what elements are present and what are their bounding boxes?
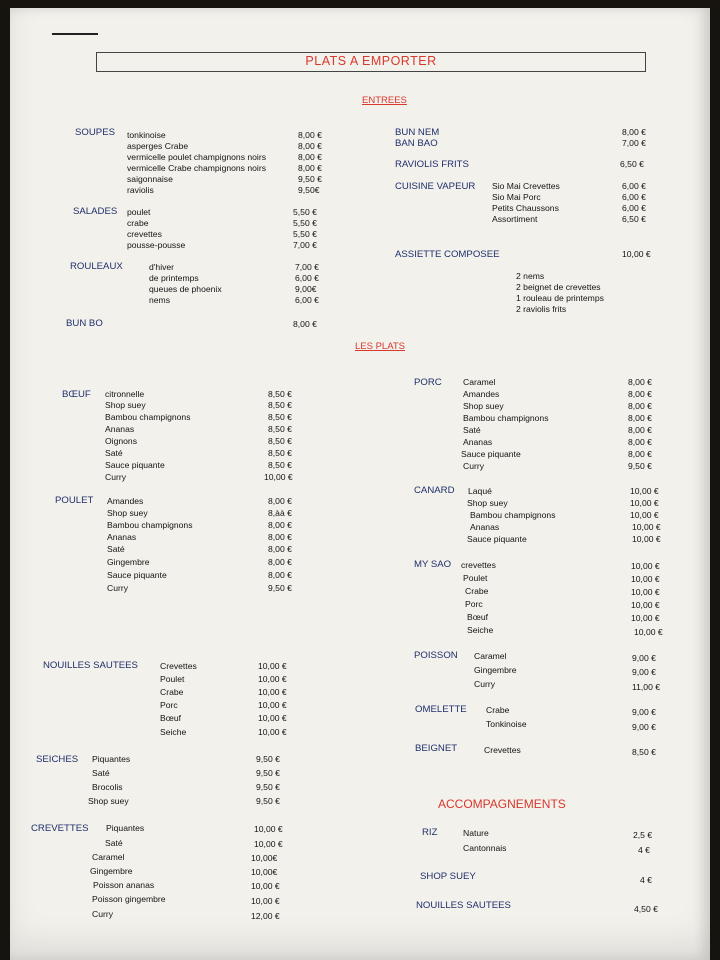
item-price: 7,00 € [293, 240, 317, 250]
item-name: raviolis [127, 185, 154, 195]
item-name: Ananas [463, 437, 493, 447]
item-price: 10,00 € [630, 486, 659, 496]
assiette-item: 2 raviolis frits [516, 304, 567, 314]
category-assiette-composee: ASSIETTE COMPOSEE [395, 249, 500, 260]
item-price: 9,50€ [298, 185, 320, 195]
item-name: Curry [107, 583, 129, 593]
item-price: 8,00 € [628, 413, 652, 423]
item-name: Ananas [107, 532, 137, 542]
category-poulet: POULET [55, 495, 94, 506]
item-name: Seiche [467, 625, 494, 635]
item-name: Sio Mai Porc [492, 192, 541, 202]
item-price: 9,00 € [632, 653, 656, 663]
item-name: nems [149, 295, 171, 305]
item-name: Crabe [160, 687, 184, 697]
item-name: Poisson ananas [93, 880, 155, 890]
item-name: Sauce piquante [461, 449, 521, 459]
item-price: 6,00 € [295, 295, 319, 305]
item-price: 8,00 € [628, 449, 652, 459]
assiette-item: 2 beignet de crevettes [516, 282, 601, 292]
category-seiches: SEICHES [36, 754, 79, 765]
item-name: Nature [463, 828, 489, 838]
item-name: Laqué [468, 486, 492, 496]
category-nouilles-sautees-acc: NOUILLES SAUTEES [416, 900, 511, 911]
item-price: 10,00 € [630, 510, 659, 520]
item-price: 10,00 € [631, 613, 660, 623]
item-price: 9,00€ [295, 284, 317, 294]
item-name: Sauce piquante [107, 570, 167, 580]
item-price: 4 € [640, 875, 652, 885]
item-name: Sio Mai Crevettes [492, 181, 560, 191]
item-price: 10,00 € [251, 896, 280, 906]
item-price: 4,50 € [634, 904, 658, 914]
menu-paper [10, 8, 710, 960]
item-price: 9,50 € [256, 796, 280, 806]
item-price: 10,00 € [254, 839, 283, 849]
item-price: 9,50 € [628, 461, 652, 471]
item-name: Poisson gingembre [92, 894, 166, 904]
category-salades: SALADES [73, 206, 118, 217]
item-price: 10,00€ [251, 853, 278, 863]
item-name: Crabe [465, 586, 489, 596]
item-price: 10,00 € [631, 587, 660, 597]
item-price: 8,00 € [298, 141, 322, 151]
item-price: 9,50 € [268, 583, 292, 593]
item-price: 8,00 € [628, 437, 652, 447]
item-price: 10,00 € [631, 561, 660, 571]
item-name: Assortiment [492, 214, 538, 224]
item-name: Shop suey [463, 401, 504, 411]
item-name: Curry [92, 909, 114, 919]
item-price: 8,00 € [628, 377, 652, 387]
item-name: Gingembre [107, 557, 150, 567]
item-name: Poulet [160, 674, 185, 684]
item-price: 6,00 € [622, 181, 646, 191]
item-name: Oignons [105, 436, 138, 446]
item-name: Saté [105, 448, 123, 458]
item-name: Porc [465, 599, 483, 609]
item-price: 10,00 € [631, 600, 660, 610]
item-name: Caramel [92, 852, 125, 862]
item-name: Saté [107, 544, 125, 554]
item-price: 6,50 € [622, 214, 646, 224]
item-price: 8,50 € [268, 424, 292, 434]
title-box [96, 52, 646, 72]
item-name: asperges Crabe [127, 141, 189, 151]
item-price: 6,50 € [620, 159, 644, 169]
item-name: Shop suey [467, 498, 508, 508]
item-name: Crevettes [484, 745, 521, 755]
item-name: Shop suey [105, 400, 146, 410]
item-name: Bœuf [160, 713, 182, 723]
item-name: Brocolis [92, 782, 123, 792]
item-price: 7,00 € [622, 138, 646, 148]
item-name: Ananas [105, 424, 135, 434]
item-name: Sauce piquante [105, 460, 165, 470]
assiette-item: 2 nems [516, 271, 545, 281]
item-name: Bœuf [467, 612, 489, 622]
item-price: 9,00 € [632, 667, 656, 677]
category-nouilles-sautees: NOUILLES SAUTEES [43, 660, 138, 671]
item-name: saigonnaise [127, 174, 173, 184]
item-name: Ananas [470, 522, 500, 532]
item-price: 10,00 € [632, 522, 661, 532]
category-bun-nem: BUN NEM [395, 127, 440, 138]
item-name: Bambou champignons [470, 510, 556, 520]
item-name: poulet [127, 207, 151, 217]
item-name: vermicelle Crabe champignons noirs [127, 163, 266, 173]
category-riz: RIZ [422, 827, 438, 838]
item-price: 10,00 € [258, 713, 287, 723]
item-name: Curry [463, 461, 485, 471]
item-price: 8,00 € [628, 389, 652, 399]
item-price: 8,00 € [298, 163, 322, 173]
item-price: 9,50 € [256, 782, 280, 792]
category-shop-suey: SHOP SUEY [420, 871, 476, 882]
item-name: Bambou champignons [463, 413, 549, 423]
item-price: 8,00 € [298, 130, 322, 140]
item-price: 8,00 € [268, 570, 292, 580]
item-name: Saté [463, 425, 481, 435]
item-price: 8,50 € [268, 412, 292, 422]
item-price: 10,00 € [254, 824, 283, 834]
category-canard: CANARD [414, 485, 455, 496]
item-name: queues de phoenix [149, 284, 222, 294]
category-soupes: SOUPES [75, 127, 115, 138]
item-name: Poulet [463, 573, 488, 583]
category-boeuf: BŒUF [62, 389, 91, 400]
item-price: 10,00 € [264, 472, 293, 482]
item-name: Crevettes [160, 661, 197, 671]
item-price: 6,00 € [295, 273, 319, 283]
item-name: Gingembre [90, 866, 133, 876]
category-beignet: BEIGNET [415, 743, 458, 754]
category-ban-bao: BAN BAO [395, 138, 438, 149]
item-price: 8,00 € [622, 127, 646, 137]
item-price: 10,00 € [632, 534, 661, 544]
item-price: 10,00 € [622, 249, 651, 259]
item-price: 8,00 € [268, 496, 292, 506]
item-price: 9,50 € [256, 754, 280, 764]
category-porc: PORC [414, 377, 442, 388]
item-name: d'hiver [149, 262, 175, 272]
item-price: 9,50 € [256, 768, 280, 778]
item-name: pousse-pousse [127, 240, 186, 250]
item-name: Bambou champignons [107, 520, 193, 530]
item-price: 8,00 € [298, 152, 322, 162]
item-name: Sauce piquante [467, 534, 527, 544]
item-price: 8,00 € [268, 532, 292, 542]
item-name: de printemps [149, 273, 199, 283]
item-price: 8,50 € [268, 460, 292, 470]
item-price: 8,50 € [268, 400, 292, 410]
item-name: Curry [474, 679, 496, 689]
item-name: Amandes [107, 496, 144, 506]
item-price: 8,50 € [632, 747, 656, 757]
item-price: 10,00€ [251, 867, 278, 877]
category-rouleaux: ROULEAUX [70, 261, 123, 272]
category-poisson: POISSON [414, 650, 458, 661]
category-omelette: OMELETTE [415, 704, 467, 715]
item-name: Curry [105, 472, 127, 482]
item-name: Caramel [474, 651, 507, 661]
item-name: Amandes [463, 389, 500, 399]
item-price: 10,00 € [258, 687, 287, 697]
category-crevettes: CREVETTES [31, 823, 89, 834]
item-price: 11,00 € [632, 682, 661, 692]
category-my-sao: MY SAO [414, 559, 452, 570]
item-price: 4 € [638, 845, 650, 855]
item-price: 8,00 € [268, 544, 292, 554]
item-name: crabe [127, 218, 149, 228]
item-name: crevettes [127, 229, 162, 239]
item-price: 8,00 € [268, 557, 292, 567]
item-price: 10,00 € [258, 700, 287, 710]
item-name: tonkinoise [127, 130, 166, 140]
section-entrees: ENTREES [362, 95, 407, 106]
item-price: 9,00 € [632, 707, 656, 717]
item-price: 8,àà € [268, 508, 292, 518]
item-price: 8,00 € [628, 425, 652, 435]
item-price: 2,5 € [633, 830, 653, 840]
item-name: Piquantes [92, 754, 131, 764]
item-name: Piquantes [106, 823, 145, 833]
item-name: Shop suey [88, 796, 129, 806]
item-name: Caramel [463, 377, 496, 387]
item-price: 8,50 € [268, 448, 292, 458]
item-name: Seiche [160, 727, 187, 737]
item-price: 8,00 € [628, 401, 652, 411]
item-price: 8,00 € [293, 319, 317, 329]
item-price: 10,00 € [630, 498, 659, 508]
item-name: Bambou champignons [105, 412, 191, 422]
item-price: 5,50 € [293, 218, 317, 228]
item-name: Shop suey [107, 508, 148, 518]
item-name: Petits Chaussons [492, 203, 559, 213]
item-name: Porc [160, 700, 178, 710]
item-name: vermicelle poulet champignons noirs [127, 152, 267, 162]
item-name: Tonkinoise [486, 719, 527, 729]
item-price: 8,00 € [268, 520, 292, 530]
assiette-item: 1 rouleau de printemps [516, 293, 604, 303]
category-raviolis-frits: RAVIOLIS FRITS [395, 159, 469, 170]
item-name: Cantonnais [463, 843, 507, 853]
item-price: 10,00 € [251, 881, 280, 891]
item-price: 9,50 € [298, 174, 322, 184]
item-price: 10,00 € [258, 661, 287, 671]
category-cuisine-vapeur: CUISINE VAPEUR [395, 181, 476, 192]
item-price: 6,00 € [622, 192, 646, 202]
item-price: 10,00 € [258, 674, 287, 684]
item-price: 10,00 € [634, 627, 663, 637]
item-price: 8,50 € [268, 436, 292, 446]
item-price: 6,00 € [622, 203, 646, 213]
item-price: 8,50 € [268, 389, 292, 399]
category-bun-bo: BUN BO [66, 318, 103, 329]
menu-title: PLATS A EMPORTER [305, 54, 437, 68]
item-price: 10,00 € [258, 727, 287, 737]
item-name: Saté [92, 768, 110, 778]
pen-mark [52, 33, 98, 35]
section-les-plats: LES PLATS [355, 341, 405, 352]
item-name: Saté [105, 838, 123, 848]
item-price: 10,00 € [631, 574, 660, 584]
item-price: 12,00 € [251, 911, 280, 921]
section-accompagnements: ACCOMPAGNEMENTS [438, 797, 566, 811]
item-name: Gingembre [474, 665, 517, 675]
item-price: 5,50 € [293, 207, 317, 217]
item-name: citronnelle [105, 389, 145, 399]
item-price: 5,50 € [293, 229, 317, 239]
item-price: 7,00 € [295, 262, 319, 272]
item-price: 9,00 € [632, 722, 656, 732]
item-name: Crabe [486, 705, 510, 715]
item-name: crevettes [461, 560, 496, 570]
